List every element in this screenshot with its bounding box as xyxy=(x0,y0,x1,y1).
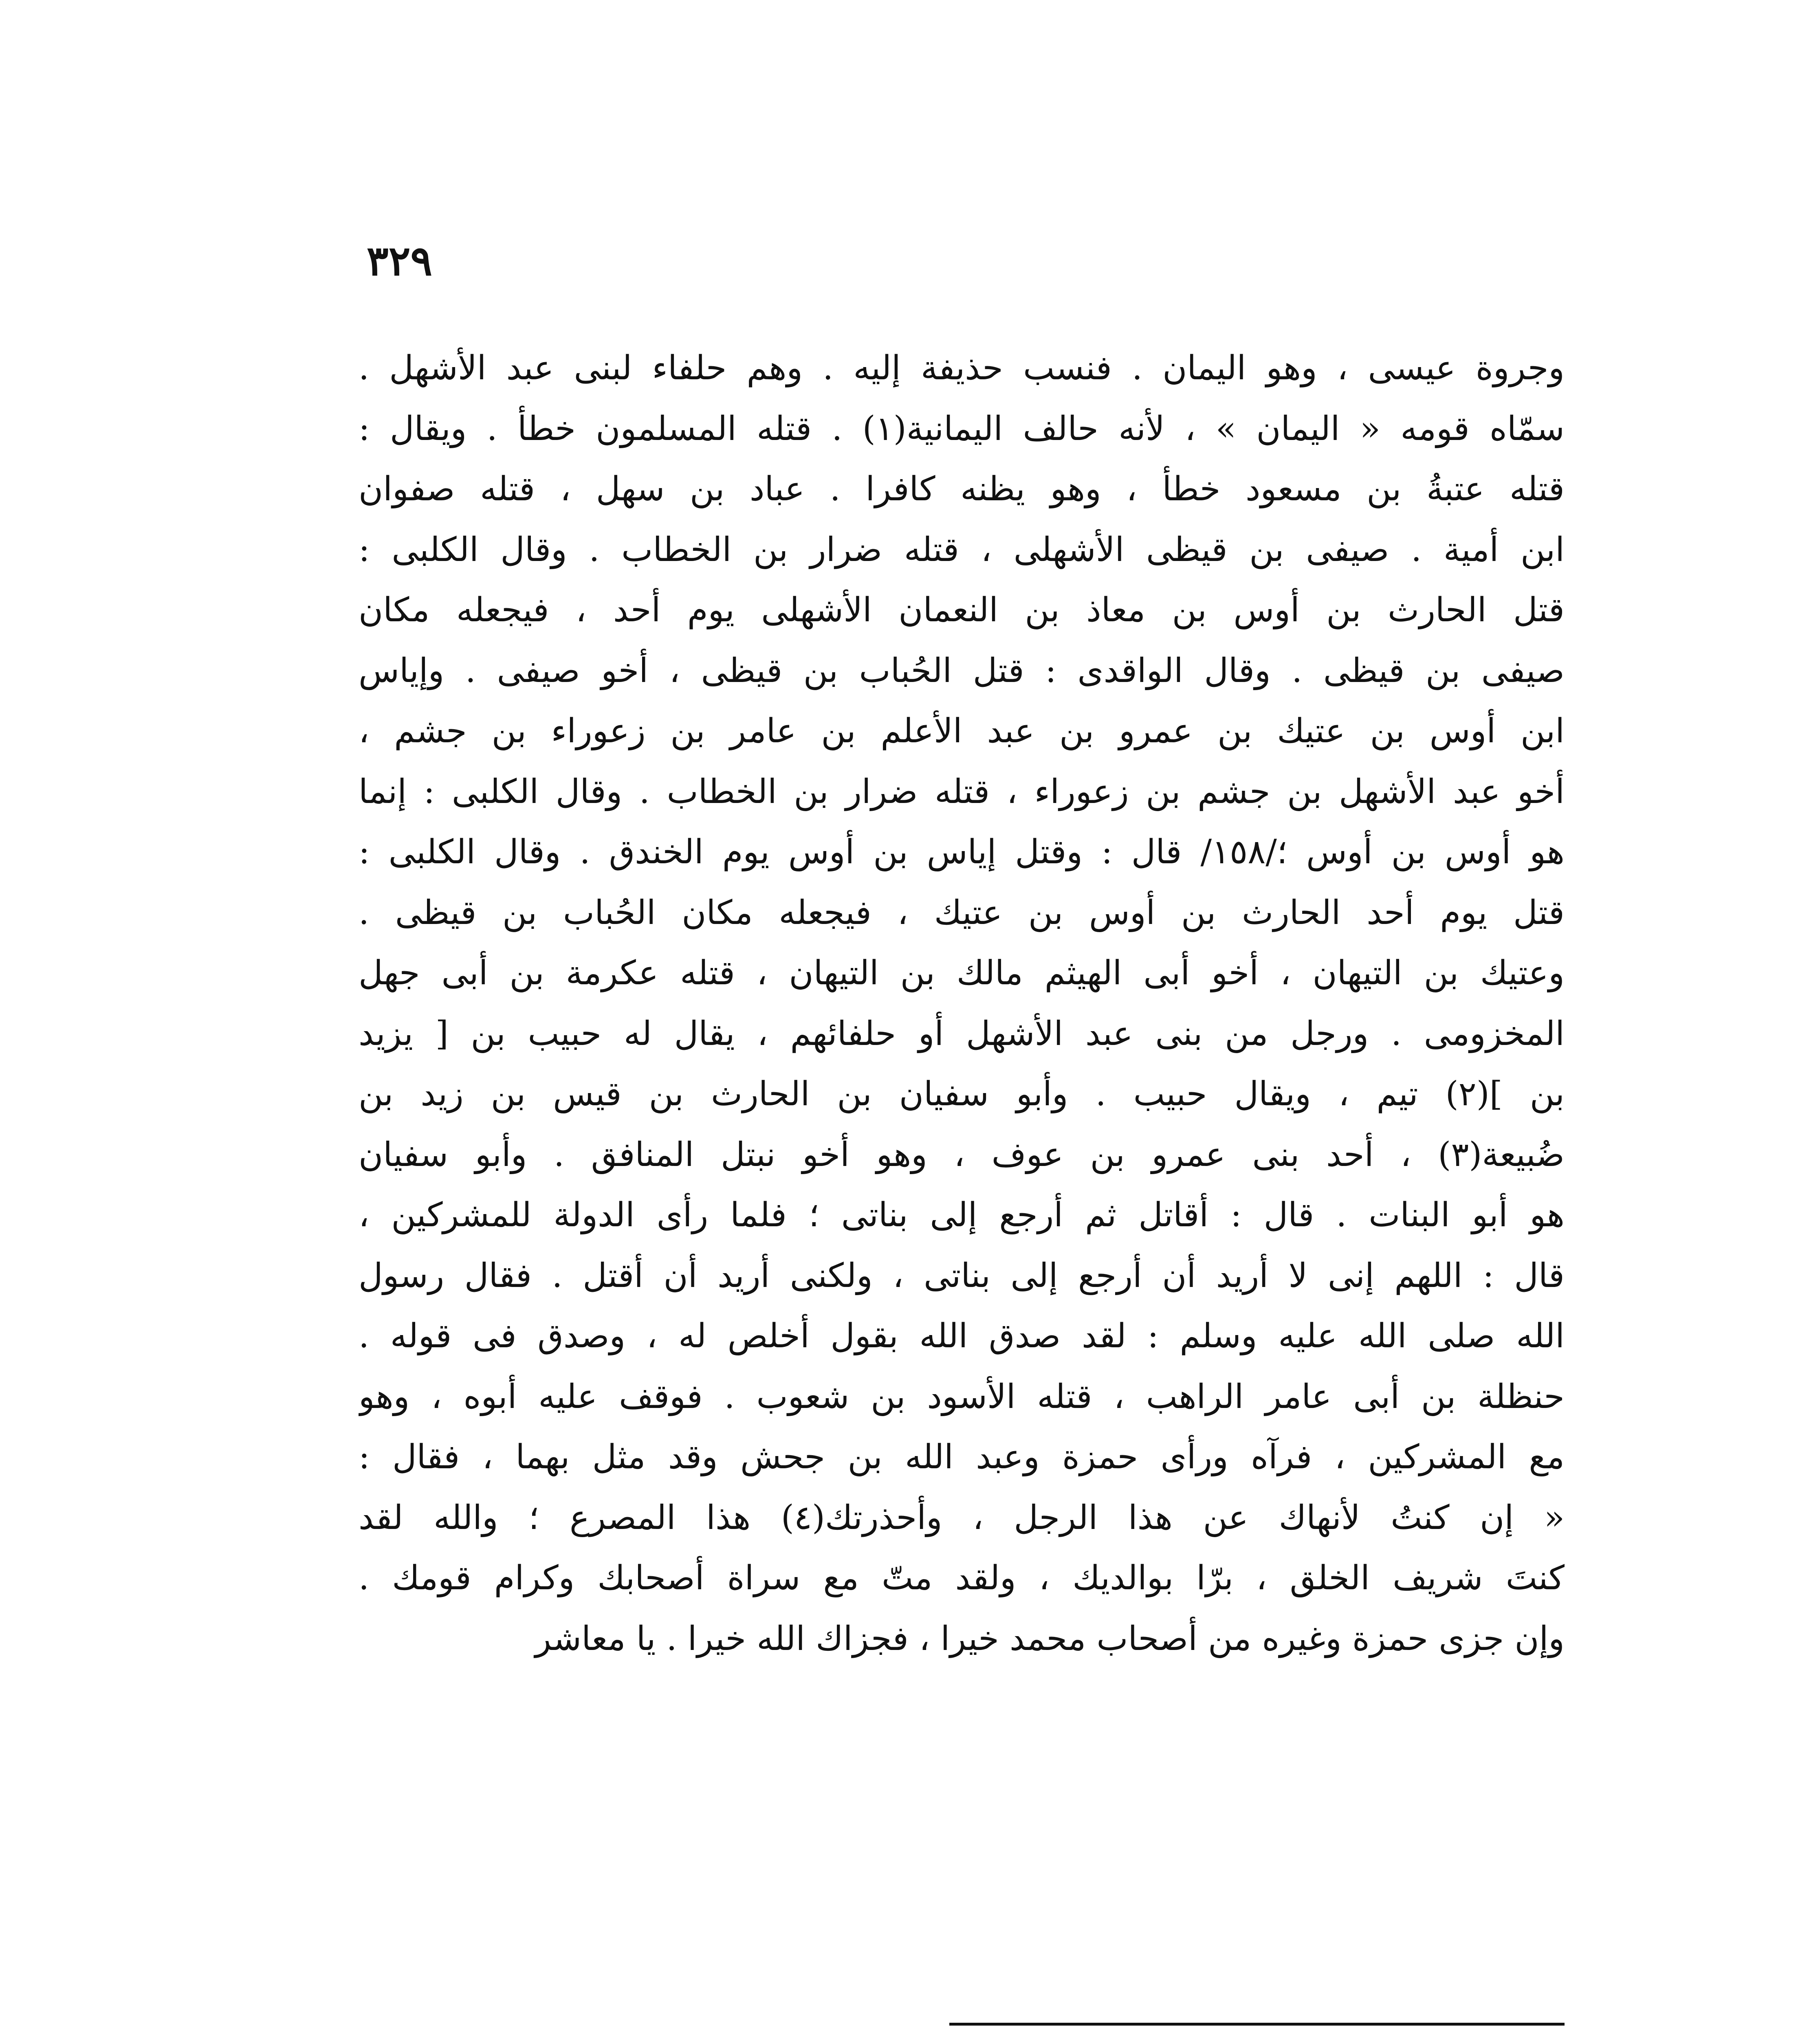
text-line: صيفى بن قيظى . وقال الواقدى : قتل الحُباب بن قيظى ، أخو صيفى . وإياس xyxy=(359,651,1565,690)
text-line: هو أوس بن أوس ؛/١٥٨/ قال : وقتل إياس بن أوس يوم الخندق . وقال الكلبى : xyxy=(359,833,1565,871)
text-line: قال : اللهم إنى لا أريد أن أرجع إلى بناتى ، ولكنى أريد أن أقتل . فقال رسول xyxy=(359,1256,1565,1295)
page-number: ٣٢٩ xyxy=(367,237,433,285)
text-line: وعتيك بن التيهان ، أخو أبى الهيثم مالك بن التيهان ، قتله عكرمة بن أبى جهل xyxy=(359,954,1565,992)
text-line: ابن أمية . صيفى بن قيظى الأشهلى ، قتله ضرار بن الخطاب . وقال الكلبى : xyxy=(359,530,1565,569)
text-line: ابن أوس بن عتيك بن عمرو بن عبد الأعلم بن عامر بن زعوراء بن جشم ، xyxy=(359,712,1565,750)
text-line: بن ](٢) تيم ، ويقال حبيب . وأبو سفيان بن الحارث بن قيس بن زيد بن xyxy=(359,1075,1565,1113)
text-line: وجروة عيسى ، وهو اليمان . فنسب حذيفة إليه . وهم حلفاء لبنى عبد الأشهل . xyxy=(359,349,1565,387)
text-line: قتله عتبةُ بن مسعود خطأ ، وهو يظنه كافرا . عباد بن سهل ، قتله صفوان xyxy=(359,470,1565,508)
text-line: قتل يوم أحد الحارث بن أوس بن عتيك ، فيجعله مكان الحُباب بن قيظى . xyxy=(359,893,1565,932)
text-line: أخو عبد الأشهل بن جشم بن زعوراء ، قتله ضرار بن الخطاب . وقال الكلبى : إنما xyxy=(359,772,1565,811)
body-text xyxy=(359,338,1565,1669)
text-line: كنتَ شريف الخلق ، برّا بوالديك ، ولقد متّ مع سراة أصحابك وكرام قومك . xyxy=(359,1559,1565,1597)
footnote-divider xyxy=(949,2023,1565,2026)
text-line: « إن كنتُ لأنهاك عن هذا الرجل ، وأحذرتك(٤) هذا المصرع ؛ والله لقد xyxy=(359,1498,1565,1537)
text-line: سمّاه قومه « اليمان » ، لأنه حالف اليمانية(١) . قتله المسلمون خطأ . ويقال : xyxy=(359,409,1565,448)
text-line: حنظلة بن أبى عامر الراهب ، قتله الأسود بن شعوب . فوقف عليه أبوه ، وهو xyxy=(359,1377,1565,1416)
text-line: الله صلى الله عليه وسلم : لقد صدق الله بقول أخلص له ، وصدق فى قوله . xyxy=(359,1317,1565,1355)
text-line: ضُبيعة(٣) ، أحد بنى عمرو بن عوف ، وهو أخو نبتل المنافق . وأبو سفيان xyxy=(359,1135,1565,1174)
text-line: قتل الحارث بن أوس بن معاذ بن النعمان الأشهلى يوم أحد ، فيجعله مكان xyxy=(359,591,1565,629)
text-line: المخزومى . ورجل من بنى عبد الأشهل أو حلفائهم ، يقال له حبيب بن [ يزيد xyxy=(359,1014,1565,1053)
text-line: هو أبو البنات . قال : أقاتل ثم أرجع إلى بناتى ؛ فلما رأى الدولة للمشركين ، xyxy=(359,1196,1565,1234)
text-line: مع المشركين ، فرآه ورأى حمزة وعبد الله بن جحش وقد مثل بهما ، فقال : xyxy=(359,1438,1565,1476)
text-line: وإن جزى حمزة وغيره من أصحاب محمد خيرا ، فجزاك الله خيرا . يا معاشر xyxy=(535,1619,1565,1658)
